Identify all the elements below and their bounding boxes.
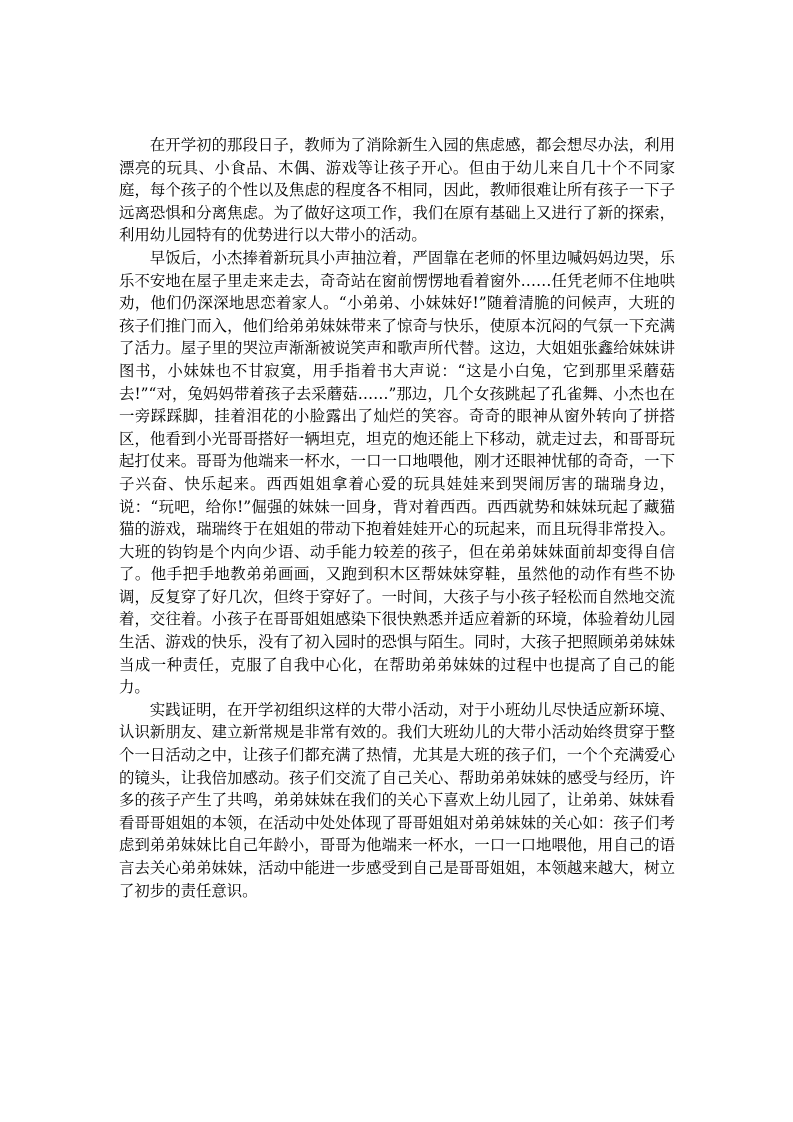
paragraph-conclusion: 实践证明，在开学初组织这样的大带小活动，对于小班幼儿尽快适应新环境、认识新朋友、建立新常规是非常有效的。我们大班幼儿的大带小活动始终贯穿于整个一日活动之中，让孩子们都充满了热情，尤其是大班的孩子们，一个个充满爱心的镜头，让我倍加感动。孩子们交流了自己关心、帮助弟弟妹妹的感受与经历，许多的孩子产生了共鸣，弟弟妹妹在我们的关心下喜欢上幼儿园了，让弟弟、妹妹看看哥哥姐姐的本领，在活动中处处体现了哥哥姐姐对弟弟妹妹的关心如：孩子们考虑到弟弟妹妹比自己年龄小，哥哥为他端来一杯水，一口一口地喂他，用自己的语言去关心弟弟妹妹，活动中能进一步感受到自己是哥哥姐姐，本领越来越大，树立了初步的责任意识。: [119, 700, 675, 900]
paragraph-intro: 在开学初的那段日子，教师为了消除新生入园的焦虑感，都会想尽办法，利用漂亮的玩具、小食品、木偶、游戏等让孩子开心。但由于幼儿来自几十个不同家庭，每个孩子的个性以及焦虑的程度各不相同，因此，教师很难让所有孩子一下子远离恐惧和分离焦虑。为了做好这项工作，我们在原有基础上又进行了新的探索，利用幼儿园特有的优势进行以大带小的活动。: [119, 136, 675, 245]
paragraph-story: 早饭后，小杰捧着新玩具小声抽泣着，严固靠在老师的怀里边喊妈妈边哭，乐乐不安地在屋子里走来走去，奇奇站在窗前愣愣地看着窗外……任凭老师不住地哄劝，他们仍深深地思恋着家人。“小弟弟、小妹妹好!”随着清脆的问候声，大班的孩子们推门而入，他们给弟弟妹妹带来了惊奇与快乐，使原本沉闷的气氛一下充满了活力。屋子里的哭泣声渐渐被说笑声和歌声所代替。这边，大姐姐张鑫给妹妹讲图书，小妹妹也不甘寂寞，用手指着书大声说：“这是小白兔，它到那里采蘑菇去!”“对，兔妈妈带着孩子去采蘑菇……”那边，几个女孩跳起了孔雀舞、小杰也在一旁踩踩脚，挂着泪花的小脸露出了灿烂的笑容。奇奇的眼神从窗外转向了拼搭区，他看到小光哥哥搭好一辆坦克，坦克的炮还能上下移动，就走过去，和哥哥玩起打仗来。哥哥为他端来一杯水，一口一口地喂他，刚才还眼神忧郁的奇奇，一下子兴奋、快乐起来。西西姐姐拿着心爱的玩具娃娃来到哭闹厉害的瑞瑞身边，说：“玩吧，给你!”倔强的妹妹一回身，背对着西西。西西就势和妹妹玩起了藏猫猫的游戏，瑞瑞终于在姐姐的带动下抱着娃娃开心的玩起来，而且玩得非常投入。大班的钧钧是个内向少语、动手能力较差的孩子，但在弟弟妹妹面前却变得自信了。他手把手地教弟弟画画，又跑到积木区帮妹妹穿鞋，虽然他的动作有些不协调，反复穿了好几次，但终于穿好了。一时间，大孩子与小孩子轻松而自然地交流着，交往着。小孩子在哥哥姐姐感染下很快熟悉并适应着新的环境，体验着幼儿园生活、游戏的快乐，没有了初入园时的恐惧与陌生。同时，大孩子把照顾弟弟妹妹当成一种责任，克服了自我中心化，在帮助弟弟妹妹的过程中也提高了自己的能力。: [119, 248, 675, 697]
document-page: [119, 134, 675, 902]
